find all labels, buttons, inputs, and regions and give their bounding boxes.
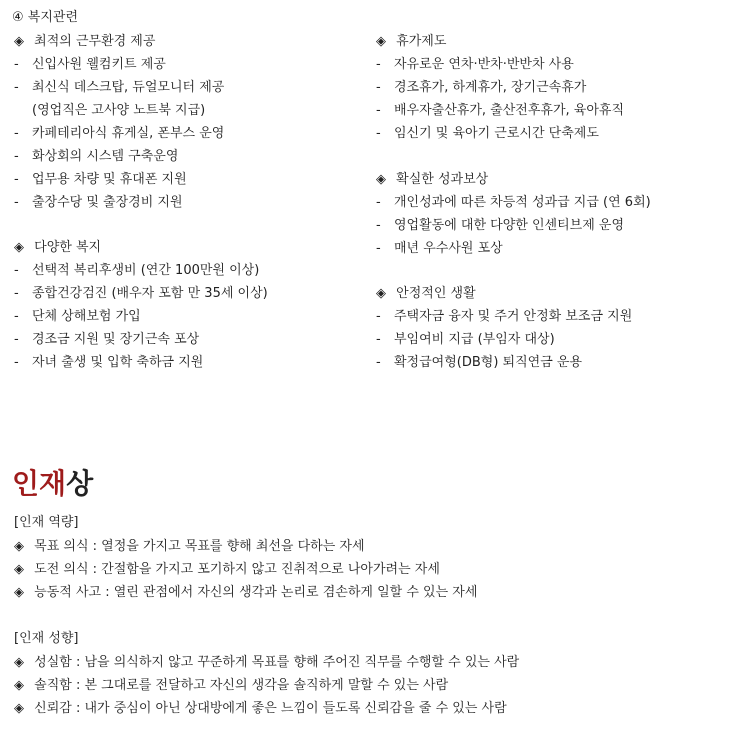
character-heading: [인재 성향] [14,631,79,646]
diamond-bullet-icon: ◈ [14,701,24,716]
competency-heading: [인재 역량] [14,515,79,530]
list-item: - 경조금 지원 및 장기근속 포상 [14,332,200,347]
list-item: ◈ 목표 의식 : 열정을 가지고 목표를 향해 최선을 다하는 자세 [14,539,365,554]
diamond-bullet-icon: ◈ [14,539,24,554]
list-item: - 영업활동에 대한 다양한 인센티브제 운영 [376,218,625,233]
diamond-bullet-icon: ◈ [376,34,386,49]
list-item: - 출장수당 및 출장경비 지원 [14,195,183,210]
section-title-work-environment: ◈ 최적의 근무환경 제공 [14,34,156,49]
list-item: - 선택적 복리후생비 (연간 100만원 이상) [14,263,260,278]
list-item: - 임신기 및 육아기 근로시간 단축제도 [376,126,599,141]
list-item: - 경조휴가, 하계휴가, 장기근속휴가 [376,80,587,95]
list-item: - 카페테리아식 휴게실, 폰부스 운영 [14,126,225,141]
diamond-bullet-icon: ◈ [14,34,24,49]
list-item: - 개인성과에 따른 차등적 성과급 지급 (연 6회) [376,195,651,210]
diamond-bullet-icon: ◈ [376,172,386,187]
list-item: - 부임여비 지급 (부임자 대상) [376,332,555,347]
list-item: - 확정급여형(DB형) 퇴직연금 운용 [376,355,583,370]
section-title-stable-life: ◈ 안정적인 생활 [376,286,476,301]
diamond-bullet-icon: ◈ [14,678,24,693]
list-item: - 자녀 출생 및 입학 축하금 지원 [14,355,204,370]
diamond-bullet-icon: ◈ [376,286,386,301]
list-item: - 신입사원 웰컴키트 제공 [14,57,166,72]
section-title-vacation: ◈ 휴가제도 [376,34,447,49]
list-item: - 배우자출산휴가, 출산전후휴가, 육아휴직 [376,103,625,118]
diamond-bullet-icon: ◈ [14,240,24,255]
diamond-bullet-icon: ◈ [14,585,24,600]
list-item: - 업무용 차량 및 휴대폰 지원 [14,172,187,187]
list-item: ◈ 도전 의식 : 간절함을 가지고 포기하지 않고 진취적으로 나아가려는 자세 [14,562,440,577]
list-item: - 화상회의 시스템 구축운영 [14,149,179,164]
list-item-note: (영업직은 고사양 노트북 지급) [32,103,206,118]
diamond-bullet-icon: ◈ [14,655,24,670]
list-item: - 주택자금 융자 및 주거 안정화 보조금 지원 [376,309,633,324]
list-item: - 단체 상해보험 가입 [14,309,141,324]
list-item: ◈ 능동적 사고 : 열린 관점에서 자신의 생각과 논리로 겸손하게 일할 수 있는 자세 [14,585,478,600]
section-title-performance-reward: ◈ 확실한 성과보상 [376,172,489,187]
list-item: ◈ 성실함 : 남을 의식하지 않고 꾸준하게 목표를 향해 주어진 직무를 수행할 수 있는 사람 [14,655,520,670]
list-item: ◈ 솔직함 : 본 그대로를 전달하고 자신의 생각을 솔직하게 말할 수 있는 사람 [14,678,449,693]
welfare-heading: ④ 복지관련 [12,10,79,25]
list-item: - 자유로운 연차·반차·반반차 사용 [376,57,574,72]
talent-title: 인재상 [12,467,94,500]
list-item: ◈ 신뢰감 : 내가 중심이 아닌 상대방에게 좋은 느낌이 들도록 신뢰감을 줄 수 있는 사람 [14,701,507,716]
diamond-bullet-icon: ◈ [14,562,24,577]
section-title-various-welfare: ◈ 다양한 복지 [14,240,102,255]
list-item: - 종합건강검진 (배우자 포함 만 35세 이상) [14,286,268,301]
list-item: - 최신식 데스크탑, 듀얼모니터 제공 [14,80,225,95]
list-item: - 매년 우수사원 포상 [376,241,503,256]
